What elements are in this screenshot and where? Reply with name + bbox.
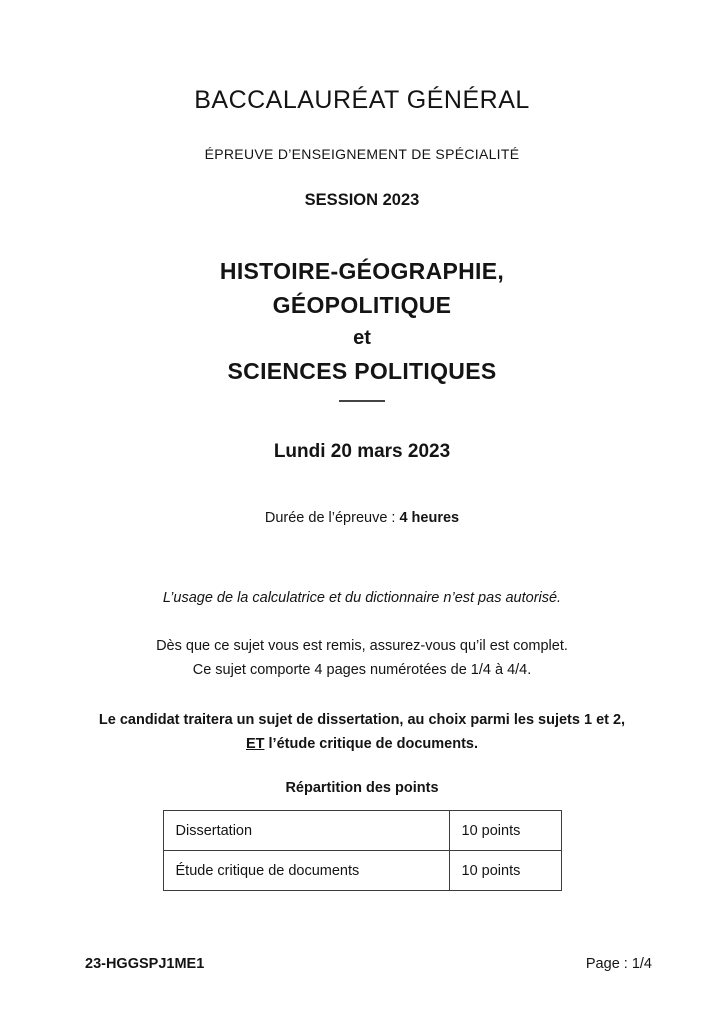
- duration-label: Durée de l’épreuve :: [264, 510, 400, 526]
- subject-line-1: HISTOIRE-GÉOGRAPHIE,: [219, 258, 505, 284]
- session-label: SESSION 2023: [304, 191, 420, 209]
- exam-duration: [0, 510, 724, 526]
- page-number: Page : 1/4: [585, 956, 652, 972]
- instruction-line-2: [0, 732, 724, 756]
- page-footer: [85, 956, 652, 972]
- subject-title-block: [0, 254, 724, 402]
- exam-type-subtitle: ÉPREUVE D’ENSEIGNEMENT DE SPÉCIALITÉ: [204, 146, 520, 162]
- points-row-label: Étude critique de documents: [163, 851, 449, 891]
- completeness-notices: [0, 634, 724, 682]
- subject-line-3: SCIENCES POLITIQUES: [227, 358, 497, 384]
- subject-conjunction: et: [353, 327, 371, 349]
- duration-value: 4 heures: [399, 510, 460, 526]
- table-row: [163, 851, 561, 891]
- materials-notice: L’usage de la calculatrice et du dictionnaire n’est pas autorisé.: [162, 590, 562, 606]
- exam-date: Lundi 20 mars 2023: [273, 441, 451, 462]
- points-row-value: 10 points: [449, 811, 561, 851]
- instruction-emphasis: ET: [245, 736, 265, 752]
- candidate-instructions: [0, 708, 724, 756]
- document-title: BACCALAURÉAT GÉNÉRAL: [194, 86, 530, 114]
- points-distribution-heading: Répartition des points: [285, 780, 439, 796]
- subject-reference-code: 23-HGGSPJ1ME1: [85, 956, 205, 972]
- instruction-line-2-rest: l’étude critique de documents.: [264, 736, 479, 752]
- instruction-line-1: Le candidat traitera un sujet de dissertation, au choix parmi les sujets 1 et 2,: [98, 712, 626, 728]
- points-row-value: 10 points: [449, 851, 561, 891]
- points-distribution-table: [163, 810, 562, 891]
- table-row: [163, 811, 561, 851]
- separator-rule: [339, 400, 385, 402]
- subject-line-2: GÉOPOLITIQUE: [272, 292, 452, 318]
- pages-notice-line: Ce sujet comporte 4 pages numérotées de 1/4 à 4/4.: [192, 662, 532, 678]
- completeness-notice-line: Dès que ce sujet vous est remis, assurez-vous qu’il est complet.: [156, 638, 568, 654]
- points-row-label: Dissertation: [163, 811, 449, 851]
